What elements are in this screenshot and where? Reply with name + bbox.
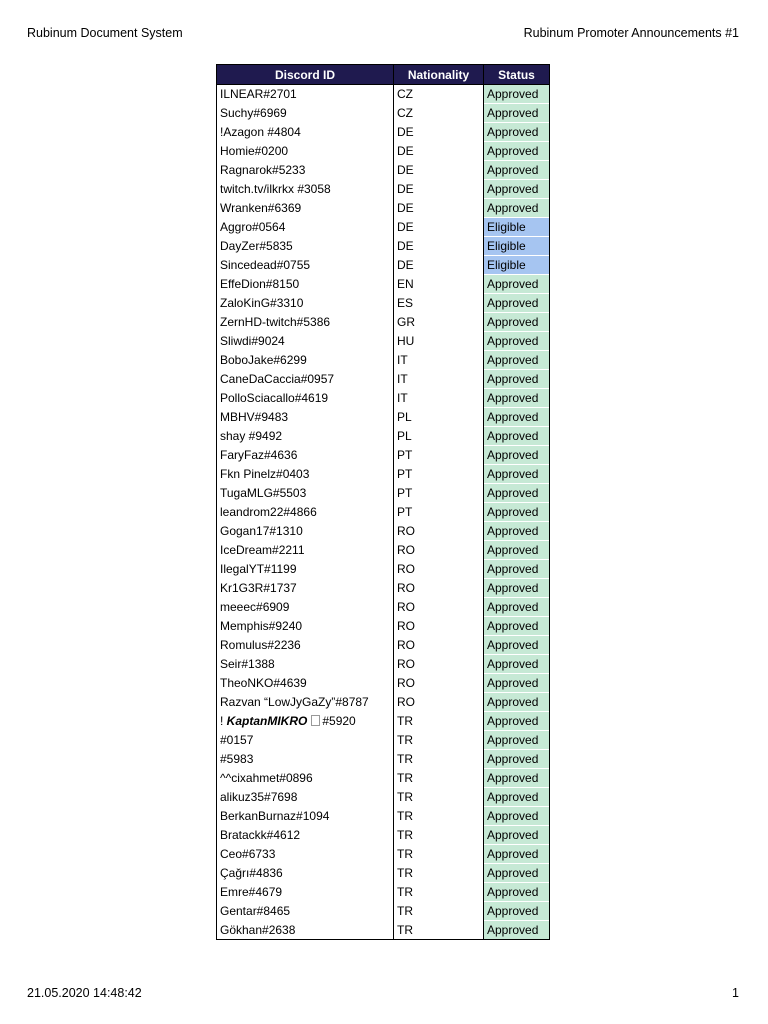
status-cell: Approved [484,408,550,427]
discord-id-cell: TheoNKO#4639 [217,674,394,693]
nationality-cell: TR [394,769,484,788]
nationality-cell: PT [394,503,484,522]
status-cell: Approved [484,655,550,674]
discord-id-cell [217,712,394,731]
nationality-cell: DE [394,199,484,218]
table-row [217,902,550,921]
status-cell: Eligible [484,237,550,256]
status-cell: Approved [484,446,550,465]
table-row [217,636,550,655]
status-cell: Approved [484,465,550,484]
discord-id-cell: IceDream#2211 [217,541,394,560]
nationality-cell: TR [394,807,484,826]
nationality-cell: DE [394,180,484,199]
nationality-cell: RO [394,522,484,541]
status-cell: Approved [484,484,550,503]
table-row [217,294,550,313]
table-row [217,370,550,389]
table-row [217,123,550,142]
table-row [217,275,550,294]
table-row [217,693,550,712]
status-cell: Approved [484,541,550,560]
table-header-row [217,65,550,85]
status-cell: Approved [484,579,550,598]
nationality-cell: RO [394,655,484,674]
discord-id-cell: Gökhan#2638 [217,921,394,940]
discord-id-cell: Gentar#8465 [217,902,394,921]
discord-id-cell: ZaloKinG#3310 [217,294,394,313]
status-cell: Approved [484,826,550,845]
nationality-cell: RO [394,598,484,617]
discord-id-cell: FaryFaz#4636 [217,446,394,465]
discord-id-cell: Bratackk#4612 [217,826,394,845]
discord-id-cell: TugaMLG#5503 [217,484,394,503]
table-row [217,351,550,370]
status-cell: Approved [484,883,550,902]
status-cell: Approved [484,142,550,161]
status-cell: Approved [484,636,550,655]
table-row [217,522,550,541]
status-cell: Approved [484,750,550,769]
column-header-nationality: Nationality [394,65,484,85]
table-row [217,826,550,845]
table-row [217,560,550,579]
status-cell: Approved [484,522,550,541]
nationality-cell: DE [394,237,484,256]
discord-id-cell: Memphis#9240 [217,617,394,636]
discord-id-cell: Romulus#2236 [217,636,394,655]
table-row [217,85,550,104]
discord-id-cell: CaneDaCaccia#0957 [217,370,394,389]
discord-id-cell: leandrom22#4866 [217,503,394,522]
status-cell: Eligible [484,218,550,237]
discord-id-cell: Suchy#6969 [217,104,394,123]
table-row [217,199,550,218]
status-cell: Approved [484,845,550,864]
status-cell: Approved [484,693,550,712]
discord-id-cell: BerkanBurnaz#1094 [217,807,394,826]
nationality-cell: TR [394,788,484,807]
nationality-cell: TR [394,845,484,864]
status-cell: Approved [484,864,550,883]
status-cell: Approved [484,161,550,180]
nationality-cell: RO [394,617,484,636]
table-row [217,503,550,522]
nationality-cell: TR [394,864,484,883]
discord-id-cell: #0157 [217,731,394,750]
column-header-status: Status [484,65,550,85]
discord-id-cell: ^^cixahmet#0896 [217,769,394,788]
nationality-cell: IT [394,389,484,408]
promoter-table [216,64,550,940]
table-row [217,104,550,123]
status-cell: Approved [484,427,550,446]
status-cell: Approved [484,123,550,142]
discord-id-cell: shay #9492 [217,427,394,446]
status-cell: Eligible [484,256,550,275]
discord-id-cell: Seir#1388 [217,655,394,674]
status-cell: Approved [484,769,550,788]
status-cell: Approved [484,294,550,313]
discord-id-cell: IlegalYT#1199 [217,560,394,579]
discord-id-cell: Homie#0200 [217,142,394,161]
discord-id-cell: Kr1G3R#1737 [217,579,394,598]
nationality-cell: RO [394,579,484,598]
nationality-cell: PT [394,465,484,484]
nationality-cell: DE [394,142,484,161]
discord-id-cell: meeec#6909 [217,598,394,617]
nationality-cell: ES [394,294,484,313]
discord-id-cell: Razvan “LowJyGaZy”#8787 [217,693,394,712]
nationality-cell: GR [394,313,484,332]
table-row [217,408,550,427]
nationality-cell: RO [394,560,484,579]
discord-id-cell: Wranken#6369 [217,199,394,218]
column-header-discord-id: Discord ID [217,65,394,85]
page-footer [27,985,739,1001]
status-cell: Approved [484,712,550,731]
discord-id-name: KaptanMIKRO [226,714,308,728]
discord-id-cell: Sincedead#0755 [217,256,394,275]
table-row [217,237,550,256]
nationality-cell: IT [394,351,484,370]
nationality-cell: DE [394,218,484,237]
nationality-cell: TR [394,731,484,750]
nationality-cell: TR [394,902,484,921]
document-title: Rubinum Promoter Announcements #1 [523,26,739,40]
status-cell: Approved [484,560,550,579]
status-cell: Approved [484,807,550,826]
status-cell: Approved [484,180,550,199]
table-row [217,807,550,826]
table-row [217,256,550,275]
nationality-cell: DE [394,123,484,142]
nationality-cell: DE [394,161,484,180]
status-cell: Approved [484,351,550,370]
status-cell: Approved [484,902,550,921]
discord-id-cell: alikuz35#7698 [217,788,394,807]
status-cell: Approved [484,85,550,104]
table-row [217,180,550,199]
discord-id-cell: Sliwdi#9024 [217,332,394,351]
status-cell: Approved [484,104,550,123]
discord-id-cell: ILNEAR#2701 [217,85,394,104]
status-cell: Approved [484,617,550,636]
table-row [217,864,550,883]
status-cell: Approved [484,199,550,218]
discord-id-cell: Fkn Pinelz#0403 [217,465,394,484]
table-row [217,446,550,465]
nationality-cell: TR [394,750,484,769]
status-cell: Approved [484,313,550,332]
table-row [217,788,550,807]
status-cell: Approved [484,332,550,351]
table-row [217,731,550,750]
status-cell: Approved [484,275,550,294]
nationality-cell: RO [394,674,484,693]
nationality-cell: EN [394,275,484,294]
discord-id-cell: Ceo#6733 [217,845,394,864]
status-cell: Approved [484,370,550,389]
table-body [217,85,550,940]
discord-id-cell: EffeDion#8150 [217,275,394,294]
nationality-cell: TR [394,921,484,940]
table-row [217,598,550,617]
discord-id-cell: #5983 [217,750,394,769]
nationality-cell: TR [394,712,484,731]
status-cell: Approved [484,674,550,693]
nationality-cell: PT [394,484,484,503]
nationality-cell: PT [394,446,484,465]
nationality-cell: DE [394,256,484,275]
status-cell: Approved [484,389,550,408]
nationality-cell: RO [394,636,484,655]
discord-id-cell: DayZer#5835 [217,237,394,256]
print-timestamp: 21.05.2020 14:48:42 [27,986,142,1000]
table-row [217,142,550,161]
discord-id-cell: Gogan17#1310 [217,522,394,541]
table-row [217,674,550,693]
discord-id-prefix: ! [220,714,227,728]
discord-id-cell: twitch.tv/ilkrkx #3058 [217,180,394,199]
discord-id-cell: Ragnarok#5233 [217,161,394,180]
nationality-cell: IT [394,370,484,389]
table-row [217,883,550,902]
table-row [217,845,550,864]
table-row [217,617,550,636]
table-row [217,579,550,598]
discord-id-cell: MBHV#9483 [217,408,394,427]
page-header [27,25,739,41]
status-cell: Approved [484,921,550,940]
nationality-cell: CZ [394,104,484,123]
nationality-cell: TR [394,826,484,845]
discord-id-cell: Emre#4679 [217,883,394,902]
discord-id-cell: Aggro#0564 [217,218,394,237]
table-row [217,161,550,180]
nationality-cell: TR [394,883,484,902]
page-number: 1 [732,986,739,1000]
table-row [217,921,550,940]
table-row [217,712,550,731]
missing-glyph-icon [311,715,320,726]
discord-id-cell: PolloSciacallo#4619 [217,389,394,408]
table-row [217,427,550,446]
nationality-cell: PL [394,427,484,446]
table-row [217,465,550,484]
discord-id-cell: Çağrı#4836 [217,864,394,883]
nationality-cell: CZ [394,85,484,104]
document-system-title: Rubinum Document System [27,26,183,40]
status-cell: Approved [484,788,550,807]
status-cell: Approved [484,598,550,617]
nationality-cell: HU [394,332,484,351]
table-row [217,484,550,503]
nationality-cell: RO [394,693,484,712]
status-cell: Approved [484,503,550,522]
discord-id-cell: !Azagon #4804 [217,123,394,142]
discord-id-cell: BoboJake#6299 [217,351,394,370]
table-row [217,313,550,332]
status-cell: Approved [484,731,550,750]
table-row [217,218,550,237]
nationality-cell: PL [394,408,484,427]
table-row [217,541,550,560]
nationality-cell: RO [394,541,484,560]
table-row [217,655,550,674]
table-row [217,769,550,788]
discord-id-cell: ZernHD-twitch#5386 [217,313,394,332]
table-row [217,389,550,408]
discord-id-suffix: #5920 [322,714,356,728]
table-row [217,750,550,769]
table-row [217,332,550,351]
